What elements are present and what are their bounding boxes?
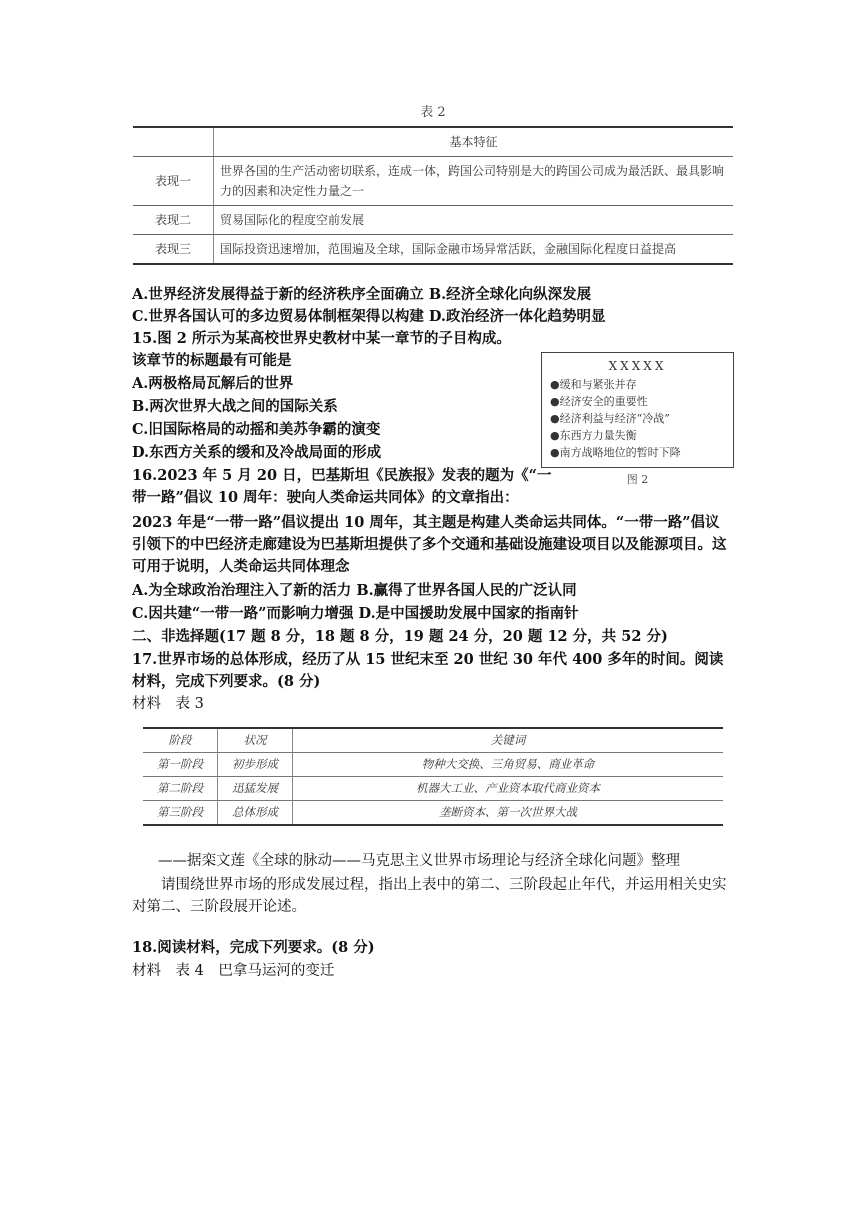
row-label: 表现三 <box>133 235 214 265</box>
table-row <box>133 235 733 265</box>
figure-2-item: ●南方战略地位的暂时下降 <box>550 446 681 459</box>
q16-stem-line1: 16.2023 年 5 月 20 日，巴基斯坦《民族报》发表的题为《“一 <box>132 467 552 484</box>
table-row <box>133 206 733 235</box>
table3-header: 阶段 <box>143 728 218 753</box>
q15-stem-line2: 该章节的标题最有可能是 <box>132 352 292 369</box>
q15-option-b: B.两次世界大战之间的国际关系 <box>132 398 338 415</box>
table3-cell: 第三阶段 <box>143 801 218 826</box>
table-row <box>143 753 723 777</box>
q15-option-c: C.旧国际格局的动摇和美苏争霸的演变 <box>132 421 381 438</box>
q18-material-label: 材料 表 4 巴拿马运河的变迁 <box>132 963 335 979</box>
q18-stem: 18.阅读材料，完成下列要求。(8 分) <box>132 939 375 956</box>
row-label: 表现一 <box>133 157 214 206</box>
figure-2-item: ●经济利益与经济“冷战” <box>550 412 670 425</box>
table2-caption: 表 2 <box>420 105 446 120</box>
q16-stem-line2: 带一路”倡议 10 周年：驶向人类命运共同体》的文章指出： <box>132 489 519 506</box>
table3-header: 关键词 <box>293 728 724 753</box>
q15-stem-line1: 15.图 2 所示为某高校世界史教材中某一章节的子目构成。 <box>132 330 511 347</box>
table3-cell: 物种大交换、三角贸易、商业革命 <box>293 753 724 777</box>
figure-2-caption: 图 2 <box>626 473 649 486</box>
table-row <box>133 157 733 206</box>
figure-2-item: ●缓和与紧张并存 <box>550 378 637 391</box>
figure-2-box <box>541 352 734 468</box>
table3-header: 状况 <box>218 728 293 753</box>
table-2 <box>133 126 733 265</box>
table-3 <box>143 727 723 826</box>
q17-material-label: 材料 表 3 <box>132 696 204 712</box>
q14-options-line2: C.世界各国认可的多边贸易体制框架得以构建 D.政治经济一体化趋势明显 <box>132 308 606 325</box>
table3-cell: 初步形成 <box>218 753 293 777</box>
figure-2-item: ●经济安全的重要性 <box>550 395 648 408</box>
table3-cell: 迅猛发展 <box>218 777 293 801</box>
section-heading: 二、非选择题(17 题 8 分，18 题 8 分，19 题 24 分，20 题 12 分，共 52 分) <box>132 628 668 645</box>
table-row <box>143 801 723 826</box>
q16-options-line2: C.因共建“一带一路”而影响力增强 D.是中国援助发展中国家的指南针 <box>132 605 579 622</box>
q15-option-d: D.东西方关系的缓和及冷战局面的形成 <box>132 444 382 461</box>
table3-cell: 垄断资本、第一次世界大战 <box>293 801 724 826</box>
q15-option-a: A.两极格局瓦解后的世界 <box>132 375 294 392</box>
q17-source: ——据栾文莲《全球的脉动——马克思主义世界市场理论与经济全球化问题》整理 <box>158 853 680 869</box>
q17-requirement: 请围绕世界市场的形成发展过程，指出上表中的第二、三阶段起止年代，并运用相关史实对第二、三阶段展开论述。 <box>132 877 727 915</box>
table3-cell: 第一阶段 <box>143 753 218 777</box>
row-label: 表现二 <box>133 206 214 235</box>
table-row <box>143 777 723 801</box>
q16-options-line1: A.为全球政治治理注入了新的活力 B.赢得了世界各国人民的广泛认同 <box>132 582 577 599</box>
row-text: 世界各国的生产活动密切联系，连成一体，跨国公司特别是大的跨国公司成为最活跃、最具影响力的因素和决定性力量之一 <box>214 157 734 206</box>
figure-2-title: XXXXX <box>608 359 667 373</box>
table3-cell: 机器大工业、产业资本取代商业资本 <box>293 777 724 801</box>
table-row <box>143 728 723 753</box>
row-text: 国际投资迅速增加，范围遍及全球，国际金融市场异常活跃，金融国际化程度日益提高 <box>214 235 734 265</box>
table3-cell: 第二阶段 <box>143 777 218 801</box>
q14-options-line1: A.世界经济发展得益于新的经济秩序全面确立 B.经济全球化向纵深发展 <box>132 286 592 303</box>
q17-stem: 17.世界市场的总体形成，经历了从 15 世纪末至 20 世纪 30 年代 400 多年的时间。阅读材料，完成下列要求。(8 分) <box>132 651 724 690</box>
table-row <box>133 127 733 157</box>
table3-cell: 总体形成 <box>218 801 293 826</box>
figure-2-item: ●东西方力量失衡 <box>550 429 637 442</box>
table2-header: 基本特征 <box>214 127 734 157</box>
row-text: 贸易国际化的程度空前发展 <box>214 206 734 235</box>
q16-body: 2023 年是“一带一路”倡议提出 10 周年，其主题是构建人类命运共同体。“一带一路”倡议引领下的中巴经济走廊建设为巴基斯坦提供了多个交通和基础设施建设项目以及能源项目。这可用于说明，人类命运共同体理念 <box>132 514 727 575</box>
